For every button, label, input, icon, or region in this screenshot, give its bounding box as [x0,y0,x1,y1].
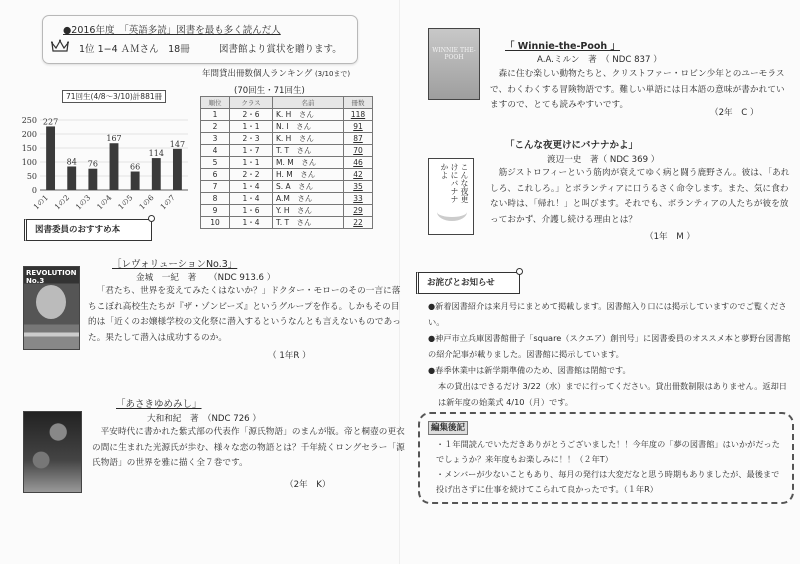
name-cell: T. T さん [273,144,344,156]
book-cover-asakiyumemishi [23,411,82,493]
class-cell: 1・7 [230,144,273,156]
col-rank: 順位 [201,97,230,109]
afterword-item: ・１年間読んでいただきありがとうございました！！今年度の「夢の図書館」はいかがだったでしょうか？来年度もお楽しみに！！（２年T） [436,439,780,464]
cover-banana-illustration [437,203,467,221]
x-tick-label: 1の6 [137,193,156,212]
afterword-heading: 編集後記 [428,421,468,435]
rank-cell: 8 [201,192,230,204]
data-label: 227 [42,117,59,127]
book-author: 渡辺一史 著（ NDC 369 ） [547,155,660,165]
book-author: A.A.ミルン 著 （ NDC 837 ） [537,55,662,65]
ranking-title-text: 年間貸出冊数個人ランキング [202,69,313,79]
class-cell: 1・6 [230,204,273,216]
ranking-row [201,204,373,216]
ranking-table [200,96,373,229]
y-tick-label: 50 [26,172,37,181]
name-cell: K. H さん [273,132,344,144]
class-loans-chart [10,98,195,218]
rank-cell: 9 [201,204,230,216]
book-title: ［レヴォリューションNo.3」 [112,259,238,270]
chart-title: 71回生(4/8〜3/10)計881冊 [62,90,166,103]
col-count: 冊数 [344,97,373,109]
name-cell: K. H さん [273,108,344,120]
count-cell: 33 [344,192,373,204]
book-credit: （ 1年R ） [268,351,311,361]
ranking-row [201,132,373,144]
col-name: 名前 [273,97,344,109]
bar [67,166,76,190]
bar [110,143,119,190]
class-cell: 1・1 [230,156,273,168]
name-cell: H. M さん [273,168,344,180]
x-tick-label: 1の4 [94,193,114,212]
rank-cell: 7 [201,180,230,192]
notices-list [428,298,793,410]
class-cell: 1・4 [230,192,273,204]
data-label: 147 [169,139,186,149]
rank-cell: 3 [201,132,230,144]
notice-item: ●新着図書紹介は来月号にまとめて掲載します。図書館入り口には掲示していますのでご覧ください。 [428,301,787,327]
count-cell: 87 [344,132,373,144]
award-winner: 1位 1−4 ＡＭさん 18冊 [79,44,190,55]
book-cover-pooh [428,28,480,100]
afterword-body [436,437,781,497]
cover-text: こんな夜更けにバナナかよ [440,163,469,203]
notice-item: ●神戸市立兵庫図書館冊子「square（スクエア）創刊号」に図書委員のオススメ本と夢野台図書館の紹介記事が載りました。図書館に掲示しています。 [428,333,791,359]
page-fold [399,0,400,564]
book-cover-revolution [23,266,80,350]
count-cell: 70 [344,144,373,156]
x-tick-label: 1の2 [52,193,72,212]
rank-cell: 6 [201,168,230,180]
book-author: 金城 一紀 著 （NDC 913.6 ） [136,273,276,283]
class-cell: 2・2 [230,168,273,180]
count-cell: 46 [344,156,373,168]
book-title: 「こんな夜更けにバナナかよ」 [505,140,639,151]
count-cell: 118 [344,108,373,120]
bar [152,158,161,190]
y-tick-label: 150 [21,144,37,153]
bar [46,126,55,190]
book-author: 大和和紀 著 （NDC 726 ） [147,414,261,424]
count-cell: 35 [344,180,373,192]
ranking-row [201,120,373,132]
data-label: 66 [130,162,141,172]
notice-item: ●春季休業中は新学期準備のため、図書館は閉館です。 [428,365,631,375]
ranking-row [201,168,373,180]
rank-cell: 4 [201,144,230,156]
x-tick-label: 1の3 [73,193,93,212]
x-tick-label: 1の7 [158,193,177,212]
bar [173,149,182,190]
name-cell: S. A さん [273,180,344,192]
x-tick-label: 1の1 [31,193,50,212]
name-cell: N. I さん [273,120,344,132]
crown-icon [51,39,69,53]
book-credit: （2年 K） [285,480,331,490]
x-tick-label: 1の5 [116,193,135,212]
count-cell: 22 [344,216,373,228]
book-cover-banana [428,158,474,235]
ranking-row [201,216,373,228]
class-cell: 1・4 [230,216,273,228]
bar [131,172,140,190]
notice-item: 本の貸出はできるだけ 3/22（水）までに行ってください。貸出冊数制限はありません。返却日は新年度の始業式 4/10（月）です。 [438,381,787,407]
book-credit: （2年 C ） [710,108,759,118]
award-note: 図書館より賞状を贈ります。 [219,44,342,55]
name-cell: Y. H さん [273,204,344,216]
y-tick-label: 0 [31,186,37,195]
ranking-row [201,180,373,192]
ranking-row [201,108,373,120]
notices-section-header: お詫びとお知らせ [416,272,520,294]
class-cell: 1・4 [230,180,273,192]
data-label: 76 [87,159,98,169]
y-tick-label: 250 [21,116,37,125]
class-cell: 1・1 [230,120,273,132]
book-review: 筋ジストロフィーという筋肉が衰えてゆく病と闘う鹿野さん。彼は、「あれしろ、これしろ。」とボランティアに口うるさく命令します。また、気に食わない時は、「帰れ！」と叫びます。それでも、ボランティアの人たちが彼を放っておかず、介護し続ける理由とは？ [490,168,790,225]
name-cell: M. M さん [273,156,344,168]
ranking-header-row [201,97,373,109]
col-class: クラス [230,97,273,109]
name-cell: T. T さん [273,216,344,228]
cover-text: WINNIE THE-POOH [432,47,476,61]
book-review: 森に住む楽しい動物たちと、クリストファー・ロビン少年とのユーモラスで、わくわくする冒険物語です。難しい単語には日本語の意味が書かれていますので、とても読みやすいです。 [490,69,785,110]
ranking-row [201,156,373,168]
ranking-row [201,192,373,204]
count-cell: 42 [344,168,373,180]
ranking-title-note: (3/10まで) [314,70,351,78]
rank-cell: 5 [201,156,230,168]
rank-cell: 1 [201,108,230,120]
data-label: 114 [148,149,164,159]
afterword-item: ・メンバーが少ないこともあり、毎月の発行は大変だなと思う時期もありましたが、最後まで投げ出さずに仕事を続けてこられて良かったです。（１年R） [436,469,780,494]
rank-cell: 2 [201,120,230,132]
rank-cell: 10 [201,216,230,228]
ranking-subtitle: (70回生・71回生) [234,86,305,96]
class-cell: 2・6 [230,108,273,120]
cover-text: REVOLUTION No.3 [26,269,77,285]
count-cell: 91 [344,120,373,132]
data-label: 167 [106,134,122,144]
data-label: 84 [66,157,77,167]
book-title: 「あさきゆめみし」 [116,399,202,410]
recommend-section-header: 図書委員のおすすめ本 [24,219,152,241]
name-cell: A.M さん [273,192,344,204]
bar [88,169,97,190]
book-title: 「 Winnie-the-Pooh 」 [505,41,620,52]
book-review: 「君たち、世界を変えてみたくはないか？」ドクター・モローのその一言に落ちこぼれ高校生たちが『ザ・ゾンビーズ』というグループを作る。しかもその目的は「近くのお嬢様学校の文化祭に潜入するというなんとも言えないものであった。果たして潜入は成功するのか。 [88,286,401,343]
y-tick-label: 200 [21,130,37,139]
cover-face-illustration [36,285,66,319]
ranking-row [201,144,373,156]
book-credit: （1年 M ） [645,232,695,242]
class-cell: 2・3 [230,132,273,144]
award-heading: ●2016年度 「英語多読」図書を最も多く読んだ人 [63,25,281,36]
y-tick-label: 100 [21,158,37,167]
book-review: 平安時代に書かれた紫式部の代表作「源氏物語」のまんが版。帝と桐壺の更衣の間に生まれた光源氏が歩む、様々な恋の物語とは？千年続くロングセラー「源氏物語」の世界を雅に描く全７巻です。 [92,427,405,468]
count-cell: 29 [344,204,373,216]
ranking-title [202,67,350,79]
award-box [42,15,358,64]
